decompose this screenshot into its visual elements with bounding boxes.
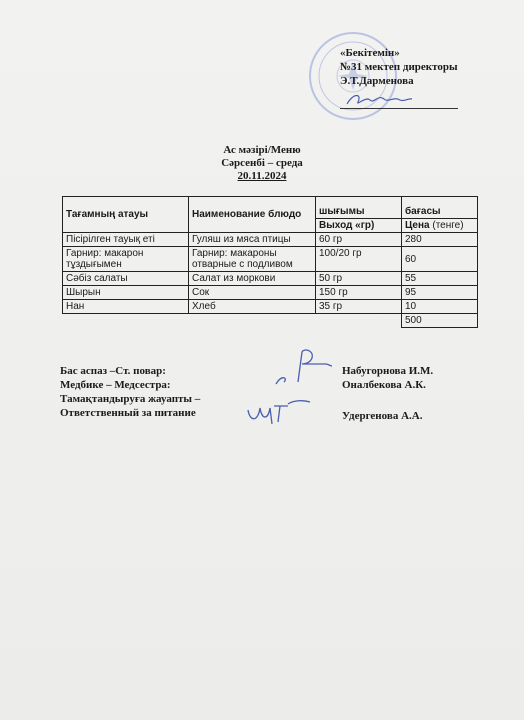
name-chef: Набугорнова И.М. (342, 365, 434, 377)
dish-yield: 50 гр (316, 272, 402, 286)
col-header-yield-kz: шығымы (316, 197, 402, 219)
dish-name-ru: Салат из моркови (189, 272, 316, 286)
price-ru-rest: (тенге) (429, 220, 464, 231)
spacer (342, 392, 433, 409)
approval-director-name: Э.Т.Дарменова (340, 75, 414, 87)
empty-cell (316, 314, 402, 328)
name-nurse: Оналбекова А.К. (342, 379, 426, 391)
dish-name-ru: Сок (189, 286, 316, 300)
role-responsible-ru: Ответственный за питание (60, 407, 196, 419)
dish-yield: 35 гр (316, 300, 402, 314)
approval-title: «Бекітемін» (340, 47, 400, 59)
table-header-row (63, 197, 478, 219)
table-row (63, 233, 478, 247)
dish-name-ru: Гуляш из мяса птицы (189, 233, 316, 247)
role-responsible-kz: Тамақтандыруға жауапты – (60, 393, 201, 405)
menu-title: Ас мәзірі/Меню (223, 144, 301, 156)
name-responsible: Удергенова А.А. (342, 410, 423, 422)
col-header-yield-ru: Выход «гр) (316, 219, 402, 233)
approval-position: №31 мектеп директоры (340, 61, 458, 73)
menu-table (62, 196, 478, 328)
dish-name-ru: Хлеб (189, 300, 316, 314)
director-signature (344, 90, 414, 110)
director-signature-line (340, 88, 458, 109)
role-nurse: Медбике – Медсестра: (60, 379, 171, 391)
col-header-price-kz: бағасы (402, 197, 478, 219)
responsible-signature (244, 394, 314, 430)
approval-block (340, 46, 458, 109)
empty-cell (63, 314, 189, 328)
chef-signature (268, 344, 338, 390)
table-total-row (63, 314, 478, 328)
staff-names (342, 364, 433, 423)
table-row (63, 300, 478, 314)
dish-name-kz: Сәбіз салаты (63, 272, 189, 286)
dish-name-kz: Шырын (63, 286, 189, 300)
menu-day: Сәрсенбі – среда (221, 157, 303, 169)
total-price: 500 (402, 314, 478, 328)
dish-name-kz: Пісірілген тауық еті (63, 233, 189, 247)
col-header-price-ru (402, 219, 478, 233)
menu-date: 20.11.2024 (237, 170, 287, 182)
dish-price: 55 (402, 272, 478, 286)
empty-cell (189, 314, 316, 328)
table-row (63, 272, 478, 286)
price-ru-bold: Цена (405, 220, 430, 231)
dish-name-kz: Гарнир: макарон тұздығымен (63, 247, 189, 272)
dish-name-kz: Нан (63, 300, 189, 314)
table-row (63, 247, 478, 272)
dish-yield: 60 гр (316, 233, 402, 247)
dish-price: 10 (402, 300, 478, 314)
dish-price: 280 (402, 233, 478, 247)
role-chef: Бас аспаз –Ст. повар: (60, 365, 166, 377)
dish-yield: 150 гр (316, 286, 402, 300)
staff-roles (60, 364, 200, 420)
table-row (63, 286, 478, 300)
dish-price: 60 (402, 247, 478, 272)
col-header-name-kz: Тағамның атауы (63, 197, 189, 233)
col-header-name-ru: Наименование блюдо (189, 197, 316, 233)
dish-price: 95 (402, 286, 478, 300)
dish-yield: 100/20 гр (316, 247, 402, 272)
dish-name-ru: Гарнир: макароны отварные с подливом (189, 247, 316, 272)
